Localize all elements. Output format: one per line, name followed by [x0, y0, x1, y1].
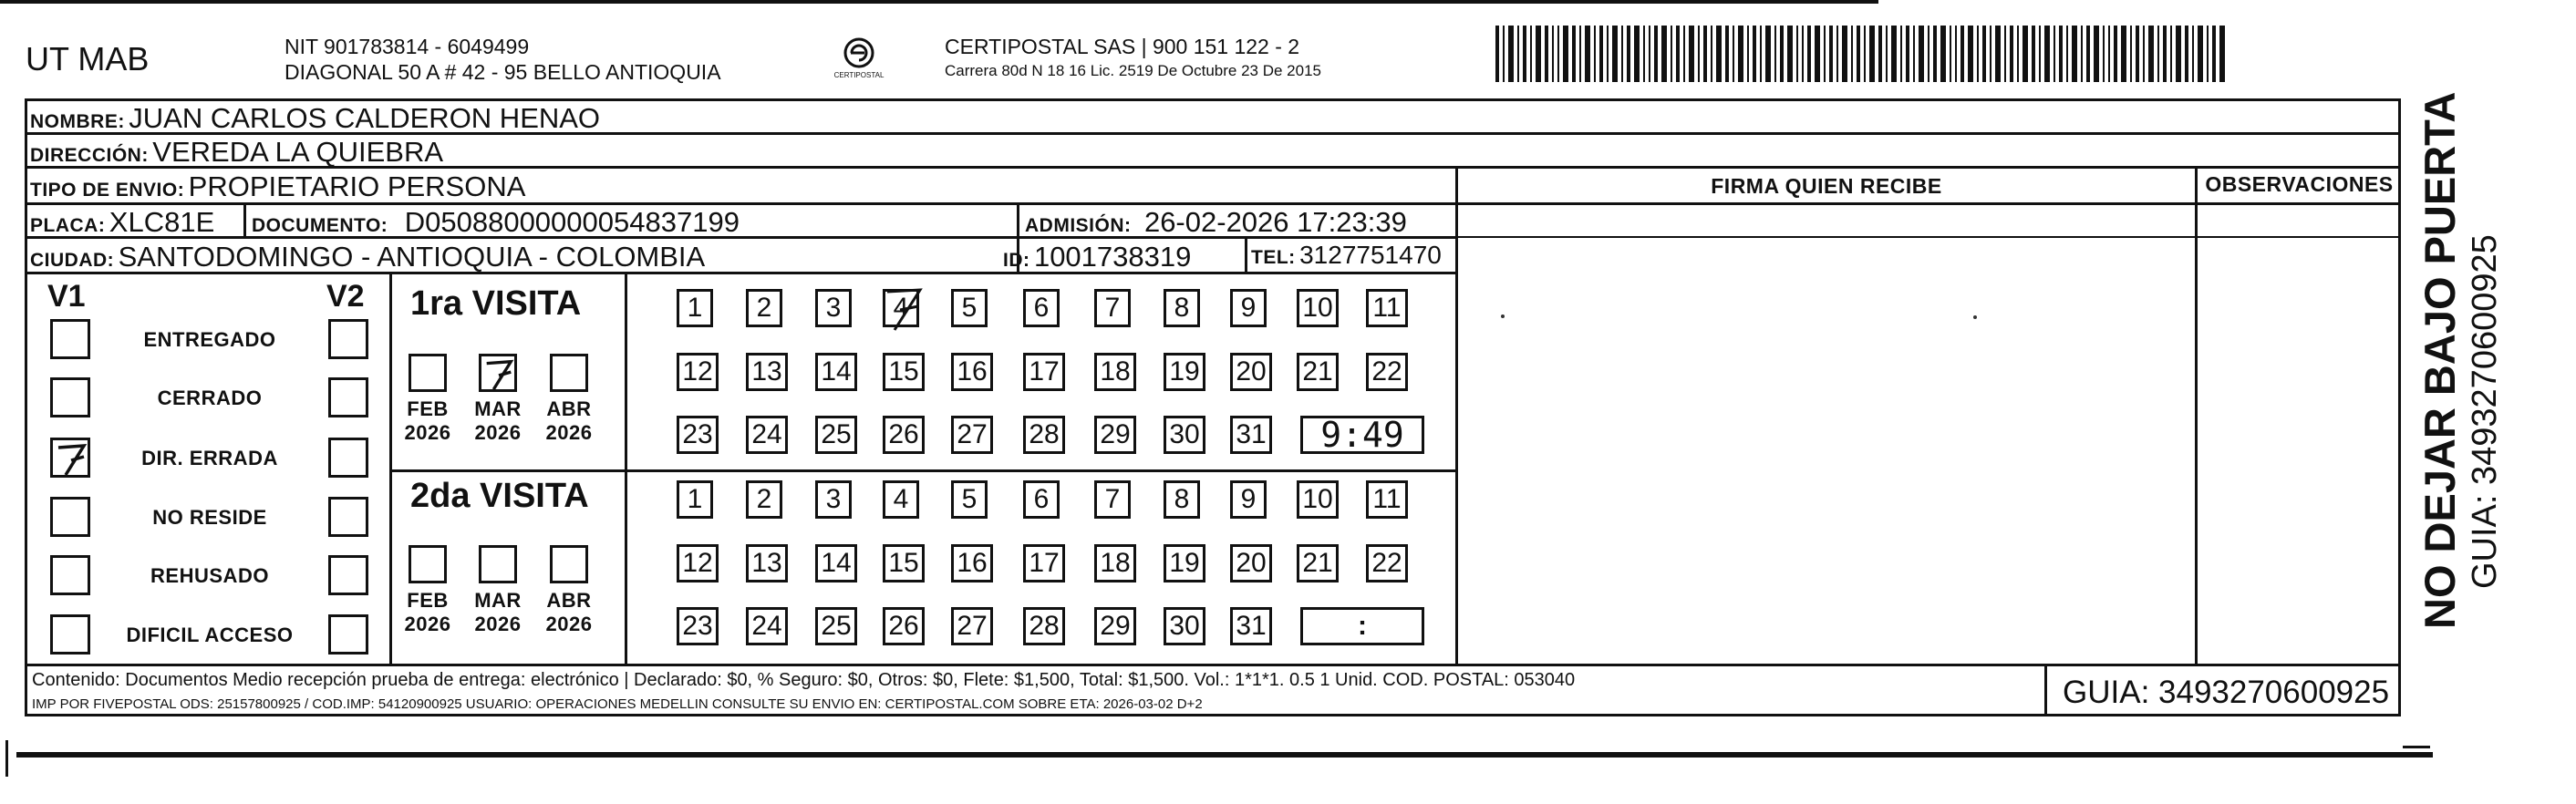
day-number: 23: [682, 611, 713, 641]
day-box[interactable]: [815, 607, 857, 645]
day-number: 12: [682, 356, 713, 387]
day-number: 18: [1100, 356, 1131, 387]
ink-dot: [1973, 315, 1977, 319]
day-number: 20: [1236, 548, 1267, 578]
day-number: 2: [756, 293, 772, 323]
tipo-envio-row: [30, 170, 525, 203]
ciudad-row: [30, 241, 705, 273]
day-number: 28: [1029, 419, 1060, 449]
tel-value: 3127751470: [1299, 241, 1442, 269]
day-box[interactable]: [1164, 289, 1200, 327]
v1-checkbox[interactable]: [50, 319, 90, 359]
day-number: 17: [1029, 356, 1060, 387]
v2-checkbox[interactable]: [328, 319, 368, 359]
day-box[interactable]: [1230, 544, 1272, 582]
day-number: 6: [1033, 484, 1050, 514]
day-number: 22: [1371, 356, 1402, 387]
day-box[interactable]: [1297, 544, 1339, 582]
day-box[interactable]: [1230, 607, 1272, 645]
v1-checkbox[interactable]: [50, 438, 90, 478]
day-box[interactable]: [677, 353, 719, 391]
direccion-row: [30, 136, 443, 169]
barcode: [1495, 26, 2225, 82]
day-number: 31: [1236, 419, 1267, 449]
admision-label: ADMISIÓN:: [1025, 215, 1132, 236]
admision-value: 26-02-2026 17:23:39: [1143, 206, 1407, 238]
status-option-label: ENTREGADO: [143, 328, 276, 351]
documento-value: D05088000000054837199: [404, 206, 740, 238]
day-box[interactable]: [746, 480, 782, 519]
month-year: 2026: [474, 421, 522, 444]
day-box[interactable]: [1094, 289, 1131, 327]
tipo-envio-value: PROPIETARIO PERSONA: [188, 170, 526, 202]
day-number: 14: [821, 548, 852, 578]
nombre-label: NOMBRE:: [30, 111, 125, 132]
id-row: [1003, 241, 1191, 273]
day-box[interactable]: [1297, 353, 1339, 391]
nombre-value: JUAN CARLOS CALDERON HENAO: [129, 102, 601, 134]
direccion-value: VEREDA LA QUIEBRA: [152, 136, 444, 168]
ciudad-value: SANTODOMINGO - ANTIOQUIA - COLOMBIA: [118, 241, 706, 273]
day-box[interactable]: [883, 480, 919, 519]
company-name: UT MAB: [26, 40, 150, 77]
month-label: [396, 397, 460, 445]
time-field[interactable]: [1300, 607, 1424, 645]
day-box[interactable]: [883, 607, 925, 645]
month-checkbox[interactable]: [479, 545, 517, 583]
cut-mark-left: [5, 740, 8, 777]
day-number: 16: [957, 548, 988, 578]
day-number: 8: [1174, 293, 1190, 323]
month-checkbox[interactable]: [409, 545, 447, 583]
day-number: 10: [1302, 484, 1333, 514]
direccion-label: DIRECCIÓN:: [30, 145, 149, 166]
day-box[interactable]: [815, 289, 852, 327]
month-year: 2026: [545, 421, 593, 444]
address-line: DIAGONAL 50 A # 42 - 95 BELLO ANTIOQUIA: [284, 60, 721, 84]
month-name: FEB: [407, 589, 449, 612]
month-name: MAR: [474, 589, 522, 612]
carrier-line2: Carrera 80d N 18 16 Lic. 2519 De Octubre 23 De 2015: [945, 62, 1321, 79]
day-box[interactable]: [1094, 353, 1136, 391]
placa-row: [30, 206, 214, 239]
month-checkbox[interactable]: [550, 354, 588, 392]
day-number: 3: [825, 484, 842, 514]
day-box[interactable]: [677, 480, 713, 519]
day-number: 29: [1100, 611, 1131, 641]
month-label: [466, 589, 530, 636]
day-number: 8: [1174, 484, 1190, 514]
day-box[interactable]: [1230, 353, 1272, 391]
day-box[interactable]: [1366, 480, 1408, 519]
day-number: 17: [1029, 548, 1060, 578]
col-line-placa: [243, 202, 246, 237]
day-number: 14: [821, 356, 852, 387]
certipostal-logo: [822, 35, 895, 86]
day-box[interactable]: [1297, 480, 1339, 519]
day-number: 11: [1372, 484, 1402, 514]
logo-text: CERTIPOSTAL: [833, 71, 885, 79]
v2-checkbox[interactable]: [328, 377, 368, 417]
day-box[interactable]: [883, 544, 925, 582]
day-number: 21: [1302, 356, 1333, 387]
v1-checkbox[interactable]: [50, 497, 90, 537]
day-number: 13: [751, 548, 782, 578]
time-field[interactable]: [1300, 416, 1424, 454]
placa-value: XLC81E: [109, 206, 215, 238]
day-box[interactable]: [746, 544, 788, 582]
v2-checkbox[interactable]: [328, 614, 368, 655]
day-box[interactable]: [951, 480, 988, 519]
v1-checkbox[interactable]: [50, 377, 90, 417]
col-line-status: [389, 272, 392, 665]
day-number: 23: [682, 419, 713, 449]
day-box[interactable]: [883, 416, 925, 454]
day-box[interactable]: [1230, 289, 1267, 327]
day-box[interactable]: [951, 353, 993, 391]
footer-contenido: Contenido: Documentos Medio recepción prueba de entrega: electrónico | Declarado: $0, % Seguro: $0, Otros: $0, Flete: $1,500, Total: $1,500. Vol.: 1*1*1. 0.5 1 Unid. COD. POSTAL: 053040: [32, 670, 1576, 690]
month-name: FEB: [407, 397, 449, 420]
day-number: 25: [821, 611, 852, 641]
tipo-envio-label: TIPO DE ENVIO:: [30, 180, 185, 201]
month-label: [466, 397, 530, 445]
day-box[interactable]: [677, 544, 719, 582]
observaciones-header: OBSERVACIONES: [2205, 172, 2394, 196]
day-number: 19: [1169, 356, 1200, 387]
no-dejar-bajo-puerta: NO DEJAR BAJO PUERTA: [2416, 91, 2464, 629]
ink-dot: [1501, 314, 1505, 318]
visit2-title: 2da VISITA: [410, 477, 589, 515]
day-number: 24: [751, 611, 782, 641]
month-name: MAR: [474, 397, 522, 420]
day-number: 7: [1104, 484, 1121, 514]
day-number: 20: [1236, 356, 1267, 387]
row-line-signature: [1455, 236, 2401, 238]
day-number: 9: [1240, 484, 1257, 514]
side-guia: GUIA: 3493270600925: [2466, 234, 2504, 589]
day-box[interactable]: [951, 544, 993, 582]
day-number: 13: [751, 356, 782, 387]
day-number: 21: [1302, 548, 1333, 578]
month-year: 2026: [545, 613, 593, 635]
col-line-guia: [2044, 664, 2047, 716]
nit-line: NIT 901783814 - 6049499: [284, 35, 530, 58]
time-value: :: [1358, 611, 1367, 641]
documento-row: [252, 206, 740, 239]
carrier-line1: CERTIPOSTAL SAS | 900 151 122 - 2: [945, 35, 1300, 58]
v1-header: V1: [47, 279, 86, 314]
top-border: [0, 0, 1878, 4]
day-box[interactable]: [1023, 544, 1065, 582]
day-box[interactable]: [1297, 289, 1339, 327]
day-number: 6: [1033, 293, 1050, 323]
firma-header: FIRMA QUIEN RECIBE: [1711, 174, 1942, 198]
day-number: 9: [1240, 293, 1257, 323]
status-option-label: REHUSADO: [150, 564, 269, 587]
day-box[interactable]: [1094, 544, 1136, 582]
month-label: [537, 397, 601, 445]
id-value: 1001738319: [1033, 241, 1192, 273]
day-box[interactable]: [1366, 353, 1408, 391]
day-box[interactable]: [1023, 607, 1065, 645]
day-number: 30: [1169, 611, 1200, 641]
day-number: 31: [1236, 611, 1267, 641]
day-box[interactable]: [1164, 353, 1205, 391]
documento-label: DOCUMENTO:: [252, 215, 388, 236]
v1-checkbox[interactable]: [50, 614, 90, 655]
day-number: 10: [1302, 293, 1333, 323]
month-label: [396, 589, 460, 636]
day-number: 27: [957, 419, 988, 449]
day-box[interactable]: [1023, 289, 1060, 327]
day-number: 15: [888, 356, 919, 387]
day-box[interactable]: [1164, 480, 1200, 519]
day-box[interactable]: [1094, 607, 1136, 645]
v2-header: V2: [326, 279, 365, 314]
col-line-firma: [1455, 166, 1458, 665]
day-number: 3: [825, 293, 842, 323]
day-box[interactable]: [883, 289, 919, 327]
month-year: 2026: [404, 421, 451, 444]
cut-mark: [2403, 746, 2430, 748]
day-number: 7: [1104, 293, 1121, 323]
day-number: 29: [1100, 419, 1131, 449]
visit1-title: 1ra VISITA: [410, 284, 582, 323]
time-value: 9:49: [1320, 415, 1404, 455]
day-box[interactable]: [746, 289, 782, 327]
month-checkbox[interactable]: [409, 354, 447, 392]
footer-guia: GUIA: 3493270600925: [2063, 675, 2390, 710]
v2-checkbox[interactable]: [328, 497, 368, 537]
day-box[interactable]: [746, 416, 788, 454]
day-number: 4: [893, 293, 909, 323]
day-box[interactable]: [951, 289, 988, 327]
day-box[interactable]: [1366, 544, 1408, 582]
day-box[interactable]: [951, 416, 993, 454]
side-panel: [2416, 82, 2526, 629]
day-box[interactable]: [1023, 353, 1065, 391]
day-box[interactable]: [1023, 480, 1060, 519]
v2-checkbox[interactable]: [328, 438, 368, 478]
day-number: 16: [957, 356, 988, 387]
day-number: 27: [957, 611, 988, 641]
day-box[interactable]: [1230, 480, 1267, 519]
placa-label: PLACA:: [30, 215, 106, 236]
footer-imp: IMP POR FIVEPOSTAL ODS: 25157800925 / COD.IMP: 54120900925 USUARIO: OPERACIONES MEDELLIN CONSULTE SU ENVIO EN: CERTIPOSTAL.COM SOBRE ETA: 2026-03-02 D+2: [32, 696, 1203, 712]
status-option-label: DIR. ERRADA: [141, 447, 278, 469]
day-number: 5: [961, 293, 978, 323]
day-number: 18: [1100, 548, 1131, 578]
day-number: 22: [1371, 548, 1402, 578]
day-box[interactable]: [1094, 480, 1131, 519]
month-name: ABR: [546, 589, 592, 612]
day-box[interactable]: [815, 416, 857, 454]
day-number: 1: [687, 484, 703, 514]
day-box[interactable]: [815, 544, 857, 582]
handwritten-check-mark: [884, 286, 924, 332]
day-number: 4: [893, 484, 909, 514]
day-number: 2: [756, 484, 772, 514]
status-option-label: NO RESIDE: [152, 506, 267, 529]
day-box[interactable]: [1164, 607, 1205, 645]
tel-row: [1251, 241, 1442, 270]
day-box[interactable]: [951, 607, 993, 645]
day-box[interactable]: [746, 353, 788, 391]
col-line-months: [625, 272, 627, 665]
day-number: 1: [687, 293, 703, 323]
col-line-tel: [1245, 237, 1247, 272]
month-name: ABR: [546, 397, 592, 420]
handwritten-check-mark: [481, 356, 516, 391]
visit-divider: [389, 469, 1456, 472]
v2-checkbox[interactable]: [328, 555, 368, 595]
day-number: 25: [821, 419, 852, 449]
day-number: 30: [1169, 419, 1200, 449]
day-number: 26: [888, 419, 919, 449]
day-number: 26: [888, 611, 919, 641]
handwritten-check-mark: [53, 440, 89, 477]
id-label: ID:: [1003, 250, 1030, 271]
v1-checkbox[interactable]: [50, 555, 90, 595]
day-box[interactable]: [677, 416, 719, 454]
month-year: 2026: [474, 613, 522, 635]
day-box[interactable]: [1366, 289, 1408, 327]
ciudad-label: CIUDAD:: [30, 250, 115, 271]
month-year: 2026: [404, 613, 451, 635]
day-box[interactable]: [883, 353, 925, 391]
day-number: 15: [888, 548, 919, 578]
day-number: 12: [682, 548, 713, 578]
tel-label: TEL:: [1251, 247, 1296, 268]
month-label: [537, 589, 601, 636]
day-box[interactable]: [815, 480, 852, 519]
col-line-obs: [2195, 166, 2198, 665]
day-box[interactable]: [677, 607, 719, 645]
status-option-label: CERRADO: [157, 387, 263, 409]
day-number: 11: [1372, 293, 1402, 323]
day-number: 19: [1169, 548, 1200, 578]
day-number: 28: [1029, 611, 1060, 641]
month-checkbox[interactable]: [550, 545, 588, 583]
day-box[interactable]: [1230, 416, 1272, 454]
status-option-label: DIFICIL ACCESO: [126, 624, 294, 646]
day-box[interactable]: [1094, 416, 1136, 454]
day-box[interactable]: [815, 353, 857, 391]
day-number: 24: [751, 419, 782, 449]
nombre-row: [30, 102, 600, 135]
month-checkbox[interactable]: [479, 354, 517, 392]
day-box[interactable]: [1023, 416, 1065, 454]
bottom-cut-line: [16, 752, 2433, 758]
day-box[interactable]: [1164, 544, 1205, 582]
day-box[interactable]: [746, 607, 788, 645]
day-number: 5: [961, 484, 978, 514]
admision-row: [1025, 206, 1407, 239]
day-box[interactable]: [1164, 416, 1205, 454]
day-box[interactable]: [677, 289, 713, 327]
